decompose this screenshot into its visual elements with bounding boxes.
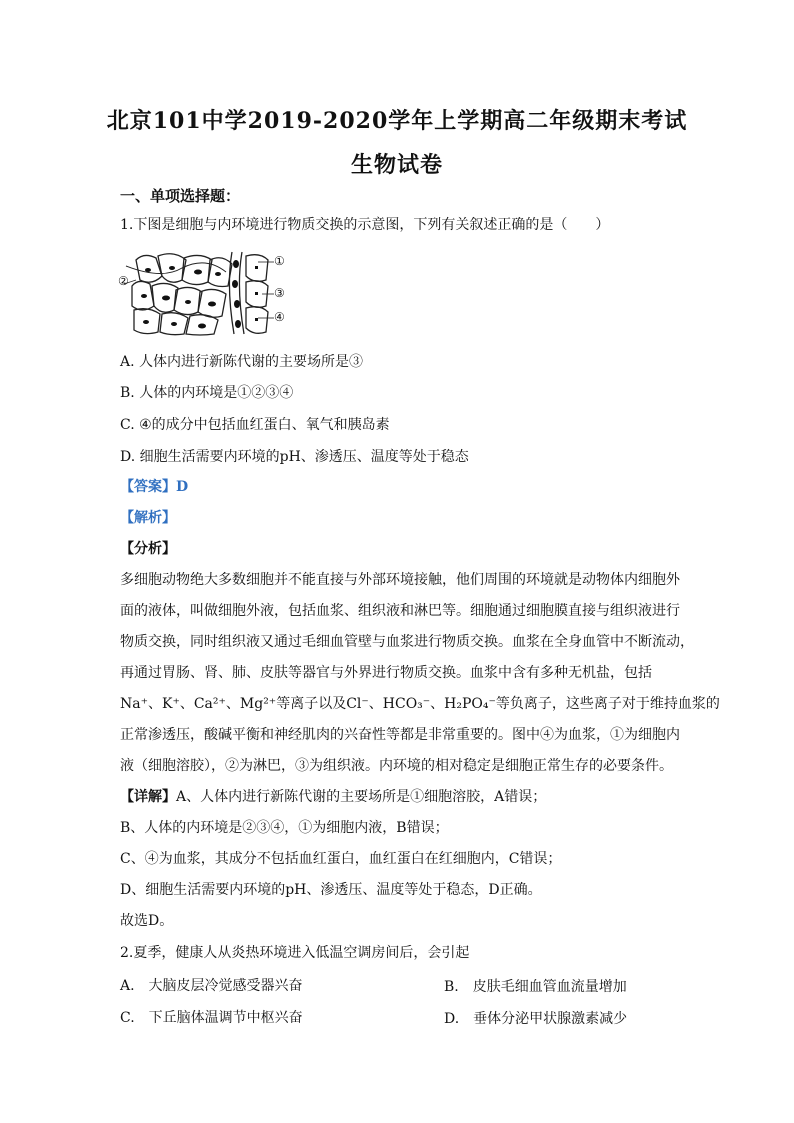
q2-option-a: A. 大脑皮层冷觉感受器兴奋 [120,978,303,994]
answer-tag: 【答案】D [120,479,189,495]
detail-line-d: D、细胞生活需要内环境的pH、渗透压、温度等处于稳态，D正确。 [120,882,542,898]
question-2-stem: 2.夏季，健康人从炎热环境进入低温空调房间后，会引起 [120,945,470,961]
question-1-stem: 1.下图是细胞与内环境进行物质交换的示意图，下列有关叙述正确的是（ ） [120,217,610,233]
figure-label-3: ③ [274,286,285,300]
fenxi-tag: 【分析】 [120,541,176,557]
q1-option-d: D. 细胞生活需要内环境的pH、渗透压、温度等处于稳态 [120,449,469,465]
q1-option-c: C. ④的成分中包括血红蛋白、氧气和胰岛素 [120,417,390,433]
analysis-line: 液（细胞溶胶），②为淋巴，③为组织液。内环境的相对稳定是细胞正常生存的必要条件。 [120,758,673,774]
figure-label-2: ② [118,274,129,288]
detail-text: A、人体内进行新陈代谢的主要场所是①细胞溶胶，A错误； [176,789,547,805]
q2-option-b: B. 皮肤毛细血管血流量增加 [444,979,627,995]
q2-option-c: C. 下丘脑体温调节中枢兴奋 [120,1010,303,1026]
analysis-tag: 【解析】 [120,510,176,526]
analysis-line: 多细胞动物绝大多数细胞并不能直接与外部环境接触，他们周围的环境就是动物体内细胞外 [120,572,680,588]
detail-line-b: B、人体的内环境是②③④，①为细胞内液，B错误； [120,820,449,836]
detail-line-a [120,787,680,807]
q2-option-d: D. 垂体分泌甲状腺激素减少 [444,1011,628,1027]
analysis-line: Na⁺、K⁺、Ca²⁺、Mg²⁺等离子以及Cl⁻、HCO₃⁻、H₂PO₄⁻等负离子，这些离子对于维持血浆的 [120,696,720,712]
analysis-line: 正常渗透压，酸碱平衡和神经肌肉的兴奋性等都是非常重要的。图中④为血浆，①为细胞内 [120,727,680,743]
page-subtitle: 生物试卷 [350,152,443,178]
figure-label-1: ① [274,254,285,268]
cell-exchange-figure [122,246,292,338]
analysis-line: 物质交换，同时组织液又通过毛细血管壁与血浆进行物质交换。血浆在全身血管中不断流动， [120,634,694,650]
analysis-line: 再通过胃肠、肾、肺、皮肤等器官与外界进行物质交换。血浆中含有多种无机盐，包括 [120,665,652,681]
detail-tag: 【详解】 [120,789,176,805]
q1-option-b: B. 人体的内环境是①②③④ [120,385,294,401]
analysis-line: 面的液体，叫做细胞外液，包括血浆、组织液和淋巴等。细胞通过细胞膜直接与组织液进行 [120,603,680,619]
detail-line-c: C、④为血浆，其成分不包括血红蛋白，血红蛋白在红细胞内，C错误； [120,851,562,867]
section-heading: 一、单项选择题： [120,187,241,205]
page-title: 北京101中学2019-2020学年上学期高二年级期末考试 [106,108,688,134]
q1-option-a: A. 人体内进行新陈代谢的主要场所是③ [120,354,364,370]
figure-label-4: ④ [274,310,285,324]
conclusion: 故选D。 [120,913,174,929]
